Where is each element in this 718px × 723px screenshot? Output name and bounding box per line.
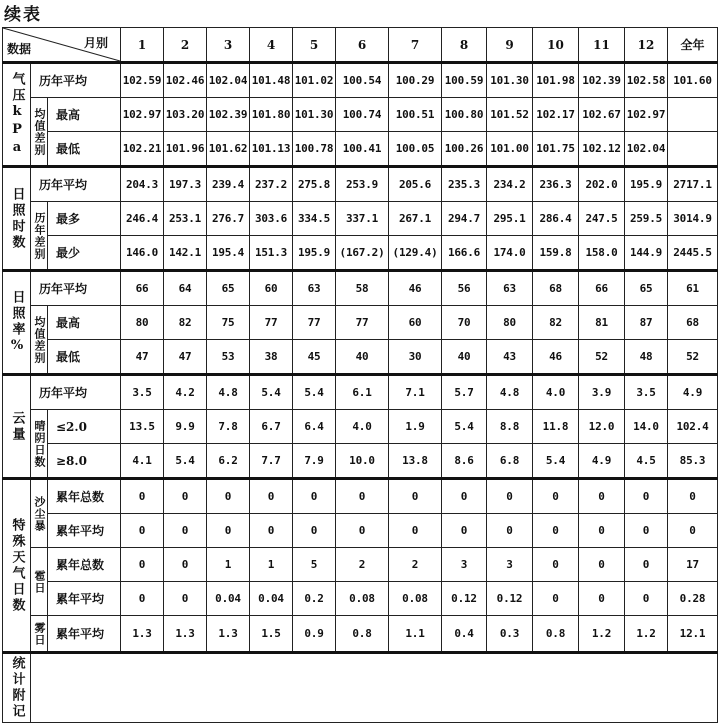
row-label: 历年平均 (31, 63, 121, 98)
cell: 0.12 (442, 582, 487, 616)
cell: 102.46 (164, 63, 207, 98)
row-label: 最低 (48, 132, 121, 167)
cell: 1.1 (389, 616, 442, 653)
cell: 4.2 (164, 375, 207, 410)
cell: 82 (533, 306, 579, 340)
cell: 5.4 (533, 444, 579, 479)
cell: 4.8 (207, 375, 250, 410)
cell: 101.52 (487, 98, 533, 132)
cell: 259.5 (625, 202, 668, 236)
cell: 0 (293, 514, 336, 548)
cell: 275.8 (293, 167, 336, 202)
cell: 1.2 (625, 616, 668, 653)
category-pressure: 气压kPa (3, 63, 31, 167)
cell: 100.54 (336, 63, 389, 98)
table-row (3, 63, 718, 98)
row-label: ≤2.0 (48, 410, 121, 444)
cell: 1 (250, 548, 293, 582)
cell: 101.98 (533, 63, 579, 98)
cell: 253.9 (336, 167, 389, 202)
cell: 101.62 (207, 132, 250, 167)
cell: 102.04 (207, 63, 250, 98)
cell (668, 132, 718, 167)
table-row (3, 479, 718, 514)
cell: 5 (293, 548, 336, 582)
cell: 56 (442, 271, 487, 306)
cell: 2 (389, 548, 442, 582)
cell: 45 (293, 340, 336, 375)
month-header: 12 (625, 28, 668, 63)
cell: 334.5 (293, 202, 336, 236)
remarks-row (3, 653, 718, 723)
cell: (167.2) (336, 236, 389, 271)
climate-table (2, 27, 718, 723)
cell: 0 (389, 514, 442, 548)
cell: 58 (336, 271, 389, 306)
cell: 0 (668, 514, 718, 548)
cell: 0 (625, 514, 668, 548)
cell: 100.26 (442, 132, 487, 167)
row-label: 最高 (48, 306, 121, 340)
table-row (3, 98, 718, 132)
cell: 0.08 (336, 582, 389, 616)
cell: 100.59 (442, 63, 487, 98)
row-label: 最低 (48, 340, 121, 375)
cell: 40 (442, 340, 487, 375)
cell: 4.1 (121, 444, 164, 479)
cell: 7.9 (293, 444, 336, 479)
cell: 0 (207, 479, 250, 514)
month-header: 2 (164, 28, 207, 63)
cell: 66 (121, 271, 164, 306)
cell: 43 (487, 340, 533, 375)
cell: 64 (164, 271, 207, 306)
cell: 0 (533, 479, 579, 514)
cell: 4.5 (625, 444, 668, 479)
month-header: 5 (293, 28, 336, 63)
page-title: 续表 (4, 5, 42, 25)
row-label: 累年总数 (48, 548, 121, 582)
cell: 0 (207, 514, 250, 548)
cell: 11.8 (533, 410, 579, 444)
cell: 46 (533, 340, 579, 375)
cell: 0.8 (336, 616, 389, 653)
cell: 48 (625, 340, 668, 375)
subcategory-cloud: 晴阴日数 (31, 410, 48, 479)
cell: 0 (389, 479, 442, 514)
cell: 0 (533, 582, 579, 616)
cell: 80 (121, 306, 164, 340)
cell: 100.51 (389, 98, 442, 132)
cell: 52 (579, 340, 625, 375)
cell: 6.2 (207, 444, 250, 479)
cell: 158.0 (579, 236, 625, 271)
cell: 14.0 (625, 410, 668, 444)
cell: 8.8 (487, 410, 533, 444)
cell: 30 (389, 340, 442, 375)
cell: 237.2 (250, 167, 293, 202)
cell: 1.3 (121, 616, 164, 653)
cell: 0 (121, 514, 164, 548)
table-row (3, 514, 718, 548)
cell: 0.8 (533, 616, 579, 653)
cell: 0 (668, 479, 718, 514)
cell: 0 (336, 514, 389, 548)
table-row (3, 306, 718, 340)
cell: 195.4 (207, 236, 250, 271)
cell: 0.04 (250, 582, 293, 616)
month-header: 11 (579, 28, 625, 63)
month-header: 9 (487, 28, 533, 63)
cell: 63 (293, 271, 336, 306)
cell: 239.4 (207, 167, 250, 202)
cell: 77 (250, 306, 293, 340)
cell: 100.78 (293, 132, 336, 167)
cell: 38 (250, 340, 293, 375)
cell: 0 (164, 479, 207, 514)
cell: 236.3 (533, 167, 579, 202)
month-header: 3 (207, 28, 250, 63)
cell: 4.9 (579, 444, 625, 479)
table-row (3, 582, 718, 616)
header-row (3, 28, 718, 63)
cell: 12.0 (579, 410, 625, 444)
cell: 4.8 (487, 375, 533, 410)
cell: 2445.5 (668, 236, 718, 271)
cell: 101.80 (250, 98, 293, 132)
cell: 52 (668, 340, 718, 375)
cell: 101.48 (250, 63, 293, 98)
cell: 53 (207, 340, 250, 375)
cell: 17 (668, 548, 718, 582)
cell: 202.0 (579, 167, 625, 202)
table-row (3, 271, 718, 306)
cell: 6.7 (250, 410, 293, 444)
cell: 0 (625, 582, 668, 616)
cell: 5.4 (250, 375, 293, 410)
cell: 0.08 (389, 582, 442, 616)
row-axis-label: 数据 (7, 42, 32, 56)
cell: 0 (625, 479, 668, 514)
col-axis-label: 月别 (84, 36, 109, 50)
cell: 102.59 (121, 63, 164, 98)
row-label: 历年平均 (31, 375, 121, 410)
cell: 63 (487, 271, 533, 306)
cell: 6.8 (487, 444, 533, 479)
cell: 0 (533, 548, 579, 582)
cell: 0.04 (207, 582, 250, 616)
table-row (3, 548, 718, 582)
cell: 0 (625, 548, 668, 582)
cell: 3 (442, 548, 487, 582)
table-row (3, 132, 718, 167)
annual-header: 全年 (668, 28, 718, 63)
row-label: 累年总数 (48, 479, 121, 514)
cell: 4.0 (336, 410, 389, 444)
cell: 101.30 (293, 98, 336, 132)
cell: 3014.9 (668, 202, 718, 236)
cell: 60 (389, 306, 442, 340)
cell: 0 (164, 548, 207, 582)
cell: 0 (579, 548, 625, 582)
corner-cell (3, 28, 121, 63)
cell: 101.00 (487, 132, 533, 167)
cell: 0 (487, 479, 533, 514)
cell: 0 (487, 514, 533, 548)
cell: 101.30 (487, 63, 533, 98)
cell: 0 (164, 514, 207, 548)
cell: 102.39 (207, 98, 250, 132)
cell: 10.0 (336, 444, 389, 479)
cell (668, 98, 718, 132)
cell: 286.4 (533, 202, 579, 236)
cell: 267.1 (389, 202, 442, 236)
table-row (3, 340, 718, 375)
cell: 61 (668, 271, 718, 306)
cell: 5.4 (442, 410, 487, 444)
cell: 0 (336, 479, 389, 514)
row-label: ≥8.0 (48, 444, 121, 479)
cell: 6.4 (293, 410, 336, 444)
cell: 3.9 (579, 375, 625, 410)
cell: 246.4 (121, 202, 164, 236)
cell: 0.12 (487, 582, 533, 616)
cell: 77 (336, 306, 389, 340)
cell: 337.1 (336, 202, 389, 236)
cell: 100.80 (442, 98, 487, 132)
category-special-weather: 特殊天气日数 (3, 479, 31, 653)
cell: 0 (121, 548, 164, 582)
cell: 13.5 (121, 410, 164, 444)
cell: 101.13 (250, 132, 293, 167)
cell: 0 (579, 514, 625, 548)
cell: 195.9 (625, 167, 668, 202)
remarks-content (31, 653, 718, 723)
cell: 197.3 (164, 167, 207, 202)
cell: 295.1 (487, 202, 533, 236)
cell: 144.9 (625, 236, 668, 271)
cell: 1.2 (579, 616, 625, 653)
cell: 101.02 (293, 63, 336, 98)
category-remarks: 统计附记 (3, 653, 31, 723)
cell: 6.1 (336, 375, 389, 410)
subcategory-fog: 雾日 (31, 616, 48, 653)
cell: 85.3 (668, 444, 718, 479)
row-label: 最多 (48, 202, 121, 236)
row-label: 最少 (48, 236, 121, 271)
cell: 3 (487, 548, 533, 582)
cell: 102.04 (625, 132, 668, 167)
cell: 102.97 (121, 98, 164, 132)
cell: 159.8 (533, 236, 579, 271)
cell: 68 (533, 271, 579, 306)
cell: 46 (389, 271, 442, 306)
cell: 303.6 (250, 202, 293, 236)
cell: 9.9 (164, 410, 207, 444)
cell: 0 (164, 582, 207, 616)
month-header: 1 (121, 28, 164, 63)
cell: (129.4) (389, 236, 442, 271)
cell: 195.9 (293, 236, 336, 271)
cell: 5.4 (293, 375, 336, 410)
cell: 294.7 (442, 202, 487, 236)
cell: 102.67 (579, 98, 625, 132)
cell: 8.6 (442, 444, 487, 479)
cell: 1.3 (207, 616, 250, 653)
cell: 100.29 (389, 63, 442, 98)
cell: 0.4 (442, 616, 487, 653)
cell: 87 (625, 306, 668, 340)
table-row (3, 410, 718, 444)
cell: 235.3 (442, 167, 487, 202)
cell: 102.17 (533, 98, 579, 132)
cell: 234.2 (487, 167, 533, 202)
cell: 205.6 (389, 167, 442, 202)
row-label: 历年平均 (31, 167, 121, 202)
cell: 100.05 (389, 132, 442, 167)
subcategory-sunshine-rate: 均值差别 (31, 306, 48, 375)
month-header: 7 (389, 28, 442, 63)
cell: 253.1 (164, 202, 207, 236)
cell: 102.4 (668, 410, 718, 444)
cell: 102.21 (121, 132, 164, 167)
table-row (3, 167, 718, 202)
row-label: 历年平均 (31, 271, 121, 306)
cell: 174.0 (487, 236, 533, 271)
cell: 66 (579, 271, 625, 306)
cell: 75 (207, 306, 250, 340)
cell: 7.1 (389, 375, 442, 410)
row-label: 最高 (48, 98, 121, 132)
cell: 276.7 (207, 202, 250, 236)
cell: 1 (207, 548, 250, 582)
cell: 1.5 (250, 616, 293, 653)
cell: 60 (250, 271, 293, 306)
cell: 13.8 (389, 444, 442, 479)
cell: 12.1 (668, 616, 718, 653)
month-header: 8 (442, 28, 487, 63)
cell: 4.9 (668, 375, 718, 410)
cell: 0.3 (487, 616, 533, 653)
cell: 100.41 (336, 132, 389, 167)
cell: 0 (579, 582, 625, 616)
cell: 81 (579, 306, 625, 340)
cell: 82 (164, 306, 207, 340)
cell: 65 (625, 271, 668, 306)
category-sunshine-hours: 日照时数 (3, 167, 31, 271)
row-label: 累年平均 (48, 582, 121, 616)
cell: 0 (250, 514, 293, 548)
cell: 146.0 (121, 236, 164, 271)
row-label: 累年平均 (48, 616, 121, 653)
cell: 204.3 (121, 167, 164, 202)
cell: 0.9 (293, 616, 336, 653)
cell: 0 (533, 514, 579, 548)
cell: 100.74 (336, 98, 389, 132)
cell: 142.1 (164, 236, 207, 271)
subcategory-hail: 雹日 (31, 548, 48, 616)
subcategory-pressure: 均值差别 (31, 98, 48, 167)
cell: 247.5 (579, 202, 625, 236)
cell: 3.5 (121, 375, 164, 410)
cell: 102.12 (579, 132, 625, 167)
cell: 166.6 (442, 236, 487, 271)
cell: 102.39 (579, 63, 625, 98)
month-header: 4 (250, 28, 293, 63)
cell: 151.3 (250, 236, 293, 271)
cell: 0 (121, 582, 164, 616)
month-header: 6 (336, 28, 389, 63)
cell: 101.96 (164, 132, 207, 167)
table-row (3, 444, 718, 479)
cell: 102.58 (625, 63, 668, 98)
table-row (3, 202, 718, 236)
cell: 1.9 (389, 410, 442, 444)
cell: 70 (442, 306, 487, 340)
cell: 102.97 (625, 98, 668, 132)
cell: 4.0 (533, 375, 579, 410)
cell: 0 (250, 479, 293, 514)
cell: 0 (121, 479, 164, 514)
table-row (3, 616, 718, 653)
cell: 0 (579, 479, 625, 514)
cell: 5.7 (442, 375, 487, 410)
cell: 2717.1 (668, 167, 718, 202)
cell: 40 (336, 340, 389, 375)
cell: 80 (487, 306, 533, 340)
cell: 0.2 (293, 582, 336, 616)
month-header: 10 (533, 28, 579, 63)
cell: 103.20 (164, 98, 207, 132)
cell: 1.3 (164, 616, 207, 653)
cell: 0.28 (668, 582, 718, 616)
category-cloud: 云量 (3, 375, 31, 479)
cell: 0 (293, 479, 336, 514)
cell: 0 (442, 514, 487, 548)
table-row (3, 236, 718, 271)
cell: 65 (207, 271, 250, 306)
cell: 7.8 (207, 410, 250, 444)
cell: 77 (293, 306, 336, 340)
cell: 101.75 (533, 132, 579, 167)
cell: 5.4 (164, 444, 207, 479)
cell: 68 (668, 306, 718, 340)
subcategory-sunshine-hours: 历年差别 (31, 202, 48, 271)
cell: 101.60 (668, 63, 718, 98)
cell: 47 (164, 340, 207, 375)
cell: 2 (336, 548, 389, 582)
table-row (3, 375, 718, 410)
cell: 47 (121, 340, 164, 375)
category-sunshine-rate: 日照率% (3, 271, 31, 375)
cell: 7.7 (250, 444, 293, 479)
cell: 3.5 (625, 375, 668, 410)
subcategory-sandstorm: 沙尘暴 (31, 479, 48, 548)
row-label: 累年平均 (48, 514, 121, 548)
cell: 0 (442, 479, 487, 514)
